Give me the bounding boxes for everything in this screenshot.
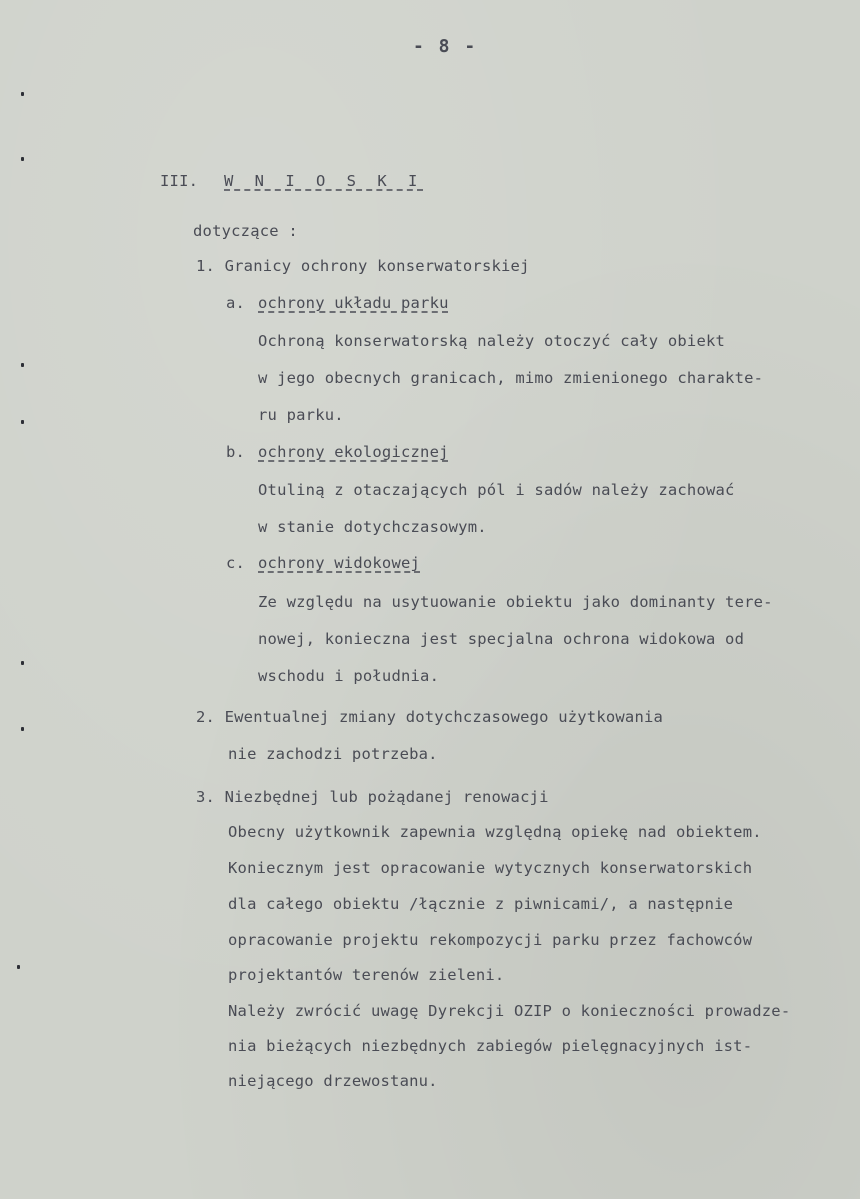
- subitem-a-line: Ochroną konserwatorską należy otoczyć cały obiekt: [258, 332, 726, 350]
- margin-mark: [21, 420, 24, 424]
- subitem-a-label: a.: [226, 294, 246, 312]
- section-intro: dotyczące :: [193, 222, 298, 240]
- subitem-c-line: wschodu i południa.: [258, 667, 440, 685]
- section-numeral: III.: [160, 172, 199, 190]
- item-2-heading: 2. Ewentualnej zmiany dotychczasowego użytkowania: [196, 708, 664, 726]
- subitem-c-line: nowej, konieczna jest specjalna ochrona widokowa od: [258, 630, 745, 648]
- margin-mark: [21, 92, 24, 96]
- subitem-a-title: ochrony układu parku: [258, 294, 449, 312]
- margin-mark: [21, 157, 24, 161]
- margin-mark: [21, 661, 24, 665]
- page-number: - 8 -: [413, 36, 478, 57]
- item-3-line: niejącego drzewostanu.: [228, 1072, 438, 1090]
- margin-mark: [21, 727, 24, 731]
- item-3-line: projektantów terenów zieleni.: [228, 966, 505, 984]
- subitem-a-line: w jego obecnych granicach, mimo zmienionego charakte-: [258, 369, 764, 387]
- subitem-b-title: ochrony ekologicznej: [258, 443, 449, 461]
- item-3-line: nia bieżących niezbędnych zabiegów pielęgnacyjnych ist-: [228, 1037, 753, 1055]
- margin-mark: [21, 363, 24, 367]
- item-3-line: Należy zwrócić uwagę Dyrekcji OZIP o konieczności prowadze-: [228, 1002, 791, 1020]
- subitem-b-label: b.: [226, 443, 246, 461]
- subitem-b-line: w stanie dotychczasowym.: [258, 518, 487, 536]
- subitem-c-title: ochrony widokowej: [258, 554, 421, 572]
- subitem-a-line: ru parku.: [258, 406, 344, 424]
- item-1-heading: 1. Granicy ochrony konserwatorskiej: [196, 257, 530, 275]
- item-3-line: Obecny użytkownik zapewnia względną opiekę nad obiektem.: [228, 823, 762, 841]
- item-2-line: nie zachodzi potrzeba.: [228, 745, 438, 763]
- margin-mark: [17, 965, 20, 969]
- item-3-line: Koniecznym jest opracowanie wytycznych konserwatorskich: [228, 859, 753, 877]
- item-3-heading: 3. Niezbędnej lub pożądanej renowacji: [196, 788, 549, 806]
- section-title: W N I O S K I: [224, 172, 424, 190]
- subitem-b-line: Otuliną z otaczających pól i sadów należy zachować: [258, 481, 735, 499]
- subitem-c-line: Ze względu na usytuowanie obiektu jako dominanty tere-: [258, 593, 773, 611]
- subitem-c-label: c.: [226, 554, 246, 572]
- item-3-line: dla całego obiektu /łącznie z piwnicami/, a następnie: [228, 895, 734, 913]
- item-3-line: opracowanie projektu rekompozycji parku przez fachowców: [228, 931, 753, 949]
